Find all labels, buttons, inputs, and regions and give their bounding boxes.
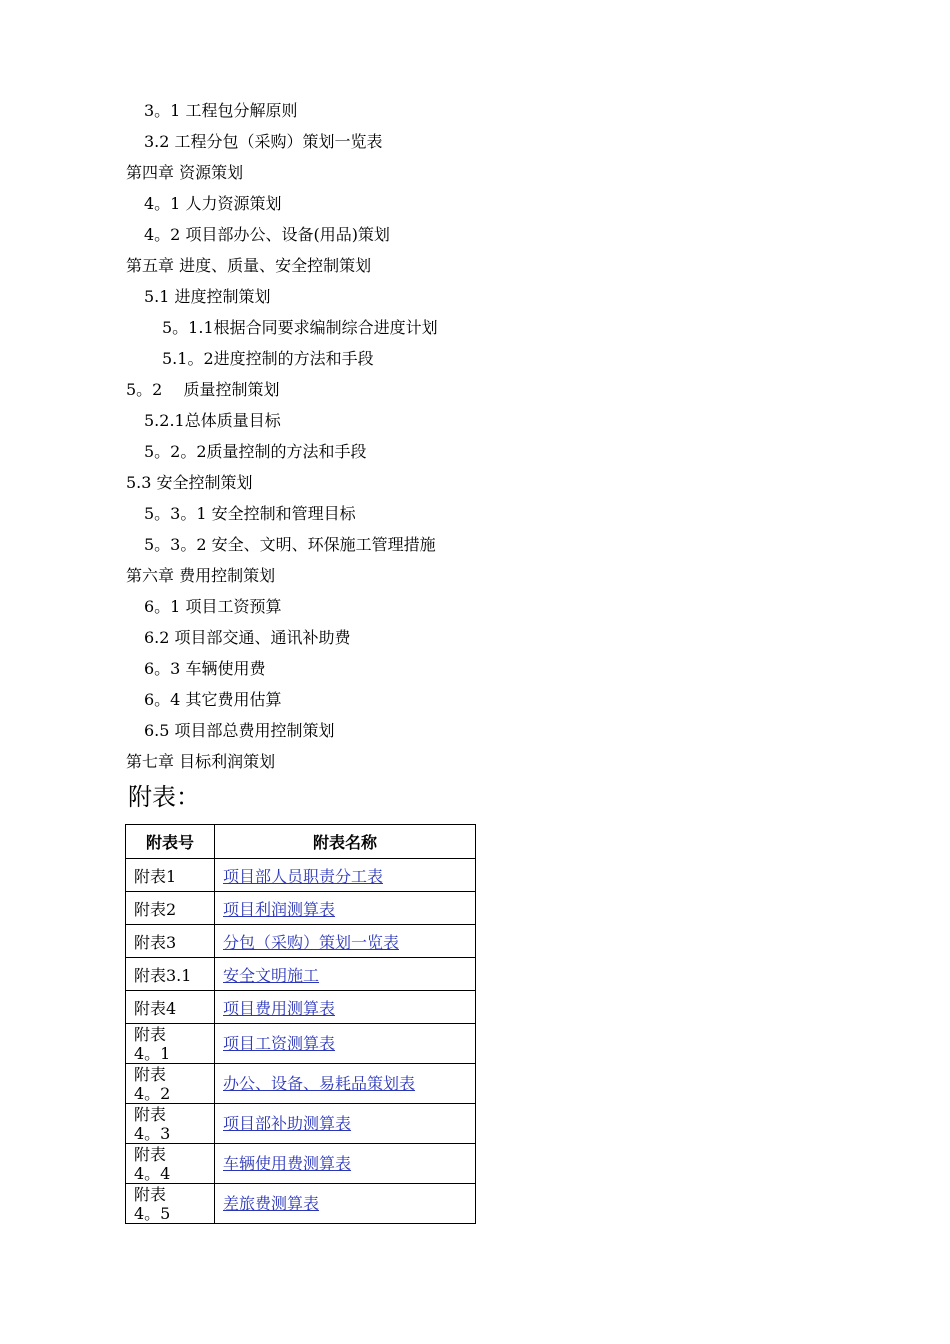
toc-entry: 5。3。1 安全控制和管理目标 xyxy=(144,504,356,523)
toc-entry: 6.5 项目部总费用控制策划 xyxy=(144,721,335,740)
toc-entry: 6。4 其它费用估算 xyxy=(144,690,282,709)
header-name: 附表名称 xyxy=(215,825,476,859)
appendix-name-cell xyxy=(215,958,476,991)
toc-entry: 4。1 人力资源策划 xyxy=(144,194,282,213)
appendix-link[interactable]: 办公、设备、易耗品策划表 xyxy=(223,1074,416,1093)
table-row xyxy=(126,1024,476,1064)
appendix-number-line1: 附表 xyxy=(134,1184,167,1204)
appendix-link[interactable]: 差旅费测算表 xyxy=(223,1194,320,1213)
appendix-number-line1: 附表 xyxy=(134,1144,167,1164)
appendix-number-line2: 4。2 xyxy=(134,1083,171,1103)
appendix-number: 附表3.1 xyxy=(126,958,215,991)
table-header-row xyxy=(126,825,476,859)
appendix-name-cell xyxy=(215,1104,476,1144)
table-row xyxy=(126,892,476,925)
toc-entry: 4。2 项目部办公、设备(用品)策划 xyxy=(144,225,390,244)
appendix-number xyxy=(126,1024,215,1064)
appendix-name-cell xyxy=(215,892,476,925)
appendix-name-cell xyxy=(215,1144,476,1184)
appendix-number-line1: 附表 xyxy=(134,1064,167,1084)
toc-section: 5。2 质量控制策划 xyxy=(126,380,280,399)
table-row xyxy=(126,1144,476,1184)
toc-section: 5.3 安全控制策划 xyxy=(126,473,253,492)
toc-subentry: 5。1.1根据合同要求编制综合进度计划 xyxy=(162,318,438,337)
toc-entry: 5.1 进度控制策划 xyxy=(144,287,271,306)
appendix-name-cell xyxy=(215,991,476,1024)
toc-entry: 3。1 工程包分解原则 xyxy=(144,101,298,120)
appendix-number-line2: 4。3 xyxy=(134,1123,171,1143)
appendix-name-cell xyxy=(215,1064,476,1104)
table-of-contents xyxy=(126,95,826,777)
appendix-number xyxy=(126,1064,215,1104)
appendix-link[interactable]: 项目部人员职责分工表 xyxy=(223,866,384,886)
header-number: 附表号 xyxy=(126,825,215,859)
appendix-link[interactable]: 项目工资测算表 xyxy=(223,1034,336,1053)
appendix-number xyxy=(126,1104,215,1144)
table-row xyxy=(126,1064,476,1104)
toc-entry: 6。3 车辆使用费 xyxy=(144,659,266,678)
appendix-link[interactable]: 项目部补助测算表 xyxy=(223,1114,352,1133)
toc-chapter: 第七章 目标利润策划 xyxy=(126,752,276,771)
appendix-name-cell xyxy=(215,859,476,892)
appendix-number-line2: 4。4 xyxy=(134,1163,171,1183)
appendix-number-line2: 4。5 xyxy=(134,1203,171,1223)
appendix-number: 附表4 xyxy=(126,991,215,1024)
appendix-name-cell xyxy=(215,1024,476,1064)
appendix-link[interactable]: 分包（采购）策划一览表 xyxy=(223,932,400,952)
toc-chapter: 第四章 资源策划 xyxy=(126,163,244,182)
appendix-number: 附表1 xyxy=(126,859,215,892)
appendix-number-line1: 附表 xyxy=(134,1024,167,1044)
toc-entry: 6。1 项目工资预算 xyxy=(144,597,282,616)
appendix-number-line2: 4。1 xyxy=(134,1043,171,1063)
toc-entry: 5。3。2 安全、文明、环保施工管理措施 xyxy=(144,535,436,554)
appendix-link[interactable]: 车辆使用费测算表 xyxy=(223,1154,352,1173)
appendix-number-line1: 附表 xyxy=(134,1104,167,1124)
toc-entry: 5。2。2质量控制的方法和手段 xyxy=(144,442,367,461)
appendix-link[interactable]: 项目利润测算表 xyxy=(223,899,336,919)
appendix-link[interactable]: 项目费用测算表 xyxy=(223,998,336,1018)
appendix-link[interactable]: 安全文明施工 xyxy=(223,965,320,985)
table-row xyxy=(126,1184,476,1224)
toc-subentry: 5.1。2进度控制的方法和手段 xyxy=(162,349,374,368)
table-row xyxy=(126,958,476,991)
appendix-number: 附表3 xyxy=(126,925,215,958)
appendix-number: 附表2 xyxy=(126,892,215,925)
appendix-name-cell xyxy=(215,1184,476,1224)
toc-entry: 5.2.1总体质量目标 xyxy=(144,411,281,430)
toc-chapter: 第五章 进度、质量、安全控制策划 xyxy=(126,256,372,275)
toc-chapter: 第六章 费用控制策划 xyxy=(126,566,276,585)
toc-entry: 6.2 项目部交通、通讯补助费 xyxy=(144,628,351,647)
table-row xyxy=(126,859,476,892)
appendix-heading: 附表： xyxy=(128,783,200,811)
table-row xyxy=(126,925,476,958)
appendix-table xyxy=(125,824,476,1224)
toc-entry: 3.2 工程分包（采购）策划一览表 xyxy=(144,132,383,151)
appendix-number xyxy=(126,1144,215,1184)
appendix-name-cell xyxy=(215,925,476,958)
table-row xyxy=(126,991,476,1024)
appendix-number xyxy=(126,1184,215,1224)
table-row xyxy=(126,1104,476,1144)
